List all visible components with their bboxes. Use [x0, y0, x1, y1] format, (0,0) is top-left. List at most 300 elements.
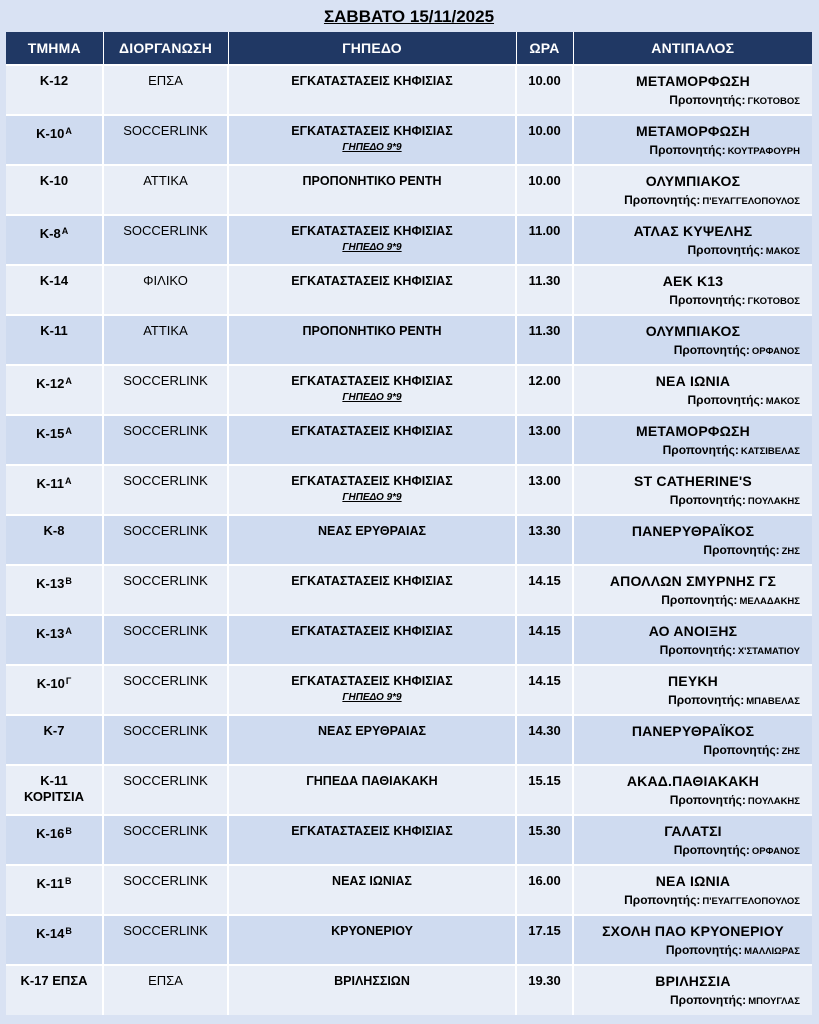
organization: SOCCERLINK	[123, 373, 208, 388]
match-time: 16.00	[528, 873, 561, 888]
venue-cell	[228, 665, 516, 715]
organization: SOCCERLINK	[123, 623, 208, 638]
match-time: 15.30	[528, 823, 561, 838]
organization: SOCCERLINK	[123, 123, 208, 138]
team-cell	[6, 665, 103, 715]
opponent: ΠΑΝΕΡΥΘΡΑΪΚΟΣ	[631, 723, 755, 739]
organization: SOCCERLINK	[123, 773, 208, 788]
table-row	[6, 65, 812, 115]
team-cell	[6, 915, 103, 965]
team-group: Β	[65, 576, 72, 586]
team-cell	[6, 715, 103, 765]
coach-line	[576, 742, 810, 760]
table-row	[6, 815, 812, 865]
organization: ΕΠΣΑ	[148, 73, 183, 88]
time-cell	[516, 465, 573, 515]
opponent: ΟΛΥΜΠΙΑΚΟΣ	[645, 173, 741, 189]
team-name: Κ-13	[36, 576, 65, 591]
team-label	[8, 323, 100, 339]
coach-label: Προπονητής:	[662, 443, 739, 457]
coach-label: Προπονητής:	[669, 793, 746, 807]
organization-cell	[103, 815, 228, 865]
venue-cell	[228, 165, 516, 215]
table-row	[6, 765, 812, 815]
match-time: 13.30	[528, 523, 561, 538]
coach-line	[576, 892, 810, 910]
time-cell	[516, 665, 573, 715]
team-cell	[6, 865, 103, 915]
team-cell	[6, 415, 103, 465]
team-cell	[6, 615, 103, 665]
header-organization: ΔΙΟΡΓΑΝΩΣΗ	[103, 32, 228, 65]
venue-field-note: ΓΗΠΕΔΟ 9*9	[342, 492, 402, 503]
venue: ΓΗΠΕΔΑ ΠΑΘΙΑΚΑΚΗ	[306, 774, 438, 788]
match-time: 15.15	[528, 773, 561, 788]
time-cell	[516, 615, 573, 665]
venue-cell	[228, 515, 516, 565]
team-label	[8, 573, 100, 592]
venue: ΝΕΑΣ ΙΩΝΙΑΣ	[332, 874, 412, 888]
team-label	[8, 473, 100, 492]
team-label	[8, 423, 100, 442]
time-cell	[516, 915, 573, 965]
coach-label: Προπονητής:	[661, 593, 738, 607]
venue-cell	[228, 965, 516, 1015]
organization: SOCCERLINK	[123, 823, 208, 838]
page-title: ΣΑΒΒΑΤΟ 15/11/2025	[323, 7, 495, 26]
venue-cell	[228, 265, 516, 315]
organization-cell	[103, 65, 228, 115]
coach-name: ΜΑΚΟΣ	[765, 396, 800, 407]
time-cell	[516, 65, 573, 115]
venue-field-note: ΓΗΠΕΔΟ 9*9	[342, 142, 402, 153]
team-label	[8, 73, 100, 89]
coach-label: Προπονητής:	[668, 693, 745, 707]
venue: ΠΡΟΠΟΝΗΤΙΚΟ ΡΕΝΤΗ	[302, 324, 442, 338]
table-row	[6, 365, 812, 415]
venue: ΕΓΚΑΤΑΣΤΑΣΕΙΣ ΚΗΦΙΣΙΑΣ	[291, 124, 453, 138]
coach-name: Π'ΕΥΑΓΓΕΛΟΠΟΥΛΟΣ	[702, 196, 800, 207]
organization-cell	[103, 965, 228, 1015]
team-name: Κ-10	[36, 676, 65, 691]
opponent: ΝΕΑ ΙΩΝΙΑ	[655, 373, 731, 389]
team-cell	[6, 965, 103, 1015]
team-name: Κ-14	[36, 926, 65, 941]
opponent-cell	[573, 165, 812, 215]
opponent-cell	[573, 715, 812, 765]
opponent: ΜΕΤΑΜΟΡΦΩΣΗ	[636, 73, 750, 89]
match-time: 13.00	[528, 423, 561, 438]
organization: SOCCERLINK	[123, 723, 208, 738]
venue-cell	[228, 215, 516, 265]
team-name: Κ-13	[36, 626, 65, 641]
opponent: ST CATHERINE'S	[634, 473, 752, 489]
time-cell	[516, 215, 573, 265]
organization-cell	[103, 415, 228, 465]
opponent-cell	[573, 765, 812, 815]
organization: ΦΙΛΙΚΟ	[143, 273, 188, 288]
coach-line	[576, 92, 810, 110]
opponent: ΝΕΑ ΙΩΝΙΑ	[655, 873, 731, 889]
team-label	[8, 823, 100, 842]
coach-name: ΜΠΟΥΓΛΑΣ	[748, 996, 800, 1007]
venue-cell	[228, 365, 516, 415]
coach-name: ΟΡΦΑΝΟΣ	[751, 346, 800, 357]
time-cell	[516, 815, 573, 865]
match-time: 13.00	[528, 473, 561, 488]
team-cell	[6, 465, 103, 515]
organization-cell	[103, 465, 228, 515]
venue: ΕΓΚΑΤΑΣΤΑΣΕΙΣ ΚΗΦΙΣΙΑΣ	[291, 824, 453, 838]
coach-line	[576, 792, 810, 810]
team-name: Κ-11	[40, 323, 68, 338]
coach-name: ΓΚΟΤΟΒΟΣ	[747, 296, 800, 307]
venue: ΚΡΥΟΝΕΡΙΟΥ	[331, 924, 413, 938]
team-group: Β	[65, 926, 72, 936]
organization: SOCCERLINK	[123, 673, 208, 688]
organization-cell	[103, 115, 228, 165]
table-row	[6, 865, 812, 915]
opponent: ΑΠΟΛΛΩΝ ΣΜΥΡΝΗΣ ΓΣ	[609, 573, 777, 589]
team-cell	[6, 365, 103, 415]
coach-name: ΚΟΥΤΡΑΦΟΥΡΗ	[727, 146, 800, 157]
coach-name: ΜΑΚΟΣ	[765, 246, 800, 257]
organization-cell	[103, 865, 228, 915]
opponent-cell	[573, 215, 812, 265]
team-label	[8, 923, 100, 942]
opponent: ΑΕΚ Κ13	[662, 273, 724, 289]
opponent-cell	[573, 815, 812, 865]
team-name: Κ-17 ΕΠΣΑ	[20, 973, 88, 988]
coach-label: Προπονητής:	[673, 343, 750, 357]
match-time: 11.00	[528, 223, 561, 238]
team-name: Κ-11	[36, 876, 64, 891]
venue-cell	[228, 865, 516, 915]
coach-name: ΠΟΥΛΑΚΗΣ	[747, 796, 800, 807]
venue: ΕΓΚΑΤΑΣΤΑΣΕΙΣ ΚΗΦΙΣΙΑΣ	[291, 424, 453, 438]
coach-label: Προπονητής:	[624, 893, 701, 907]
coach-line	[576, 342, 810, 360]
organization-cell	[103, 715, 228, 765]
time-cell	[516, 315, 573, 365]
coach-line	[576, 542, 810, 560]
match-time: 14.15	[528, 673, 561, 688]
organization-cell	[103, 915, 228, 965]
organization: SOCCERLINK	[123, 223, 208, 238]
table-row	[6, 915, 812, 965]
time-cell	[516, 865, 573, 915]
venue-field-note: ΓΗΠΕΔΟ 9*9	[342, 692, 402, 703]
opponent-cell	[573, 415, 812, 465]
team-label	[8, 673, 100, 692]
coach-name: Χ'ΣΤΑΜΑΤΙΟΥ	[737, 646, 800, 657]
match-time: 14.30	[528, 723, 561, 738]
team-name: Κ-11	[40, 773, 68, 788]
venue-cell	[228, 465, 516, 515]
team-name: Κ-7	[43, 723, 65, 738]
match-time: 14.15	[528, 573, 561, 588]
coach-line	[576, 842, 810, 860]
match-time: 10.00	[528, 173, 561, 188]
opponent-cell	[573, 865, 812, 915]
opponent: ΜΕΤΑΜΟΡΦΩΣΗ	[636, 123, 750, 139]
organization: SOCCERLINK	[123, 923, 208, 938]
coach-label: Προπονητής:	[669, 493, 746, 507]
team-cell	[6, 315, 103, 365]
match-time: 11.30	[528, 323, 561, 338]
opponent: ΒΡΙΛΗΣΣΙΑ	[655, 973, 731, 989]
team-name: Κ-16	[36, 826, 65, 841]
team-cell	[6, 515, 103, 565]
table-row	[6, 515, 812, 565]
match-time: 10.00	[528, 123, 561, 138]
organization: SOCCERLINK	[123, 473, 208, 488]
team-name: Κ-11	[36, 476, 64, 491]
coach-label: Προπονητής:	[669, 293, 746, 307]
table-row	[6, 165, 812, 215]
opponent: ΑΟ ΑΝΟΙΞΗΣ	[648, 623, 738, 639]
table-row	[6, 265, 812, 315]
team-label	[8, 173, 100, 189]
header-time: ΩΡΑ	[516, 32, 573, 65]
team-label	[8, 873, 100, 892]
team-group: Α	[64, 476, 72, 486]
opponent-cell	[573, 265, 812, 315]
time-cell	[516, 765, 573, 815]
time-cell	[516, 415, 573, 465]
venue-cell	[228, 815, 516, 865]
venue-cell	[228, 565, 516, 615]
schedule-body	[6, 65, 812, 1015]
opponent-cell	[573, 65, 812, 115]
opponent-cell	[573, 115, 812, 165]
coach-label: Προπονητής:	[687, 393, 764, 407]
venue-cell	[228, 765, 516, 815]
opponent: ΠΕΥΚΗ	[667, 673, 718, 689]
organization-cell	[103, 315, 228, 365]
venue-field-note: ΓΗΠΕΔΟ 9*9	[342, 392, 402, 403]
opponent: ΑΤΛΑΣ ΚΥΨΕΛΗΣ	[633, 223, 753, 239]
opponent-cell	[573, 565, 812, 615]
venue: ΕΓΚΑΤΑΣΤΑΣΕΙΣ ΚΗΦΙΣΙΑΣ	[291, 74, 453, 88]
header-row	[6, 32, 812, 65]
opponent-cell	[573, 365, 812, 415]
coach-line	[576, 292, 810, 310]
team-name: Κ-12	[39, 73, 69, 88]
time-cell	[516, 715, 573, 765]
coach-line	[576, 142, 810, 160]
time-cell	[516, 365, 573, 415]
coach-name: ΜΠΑΒΕΛΑΣ	[746, 696, 800, 707]
organization-cell	[103, 665, 228, 715]
team-label	[8, 773, 100, 789]
match-time: 11.30	[528, 273, 561, 288]
organization: SOCCERLINK	[123, 423, 208, 438]
match-time: 14.15	[528, 623, 561, 638]
table-row	[6, 115, 812, 165]
table-row	[6, 465, 812, 515]
opponent: ΑΚΑΔ.ΠΑΘΙΑΚΑΚΗ	[626, 773, 760, 789]
opponent: ΜΕΤΑΜΟΡΦΩΣΗ	[636, 423, 750, 439]
coach-name: ΜΑΛΛΙΩΡΑΣ	[744, 946, 800, 957]
venue-cell	[228, 615, 516, 665]
team-group: Β	[65, 826, 72, 836]
coach-line	[576, 442, 810, 460]
coach-label: Προπονητής:	[659, 643, 736, 657]
organization-cell	[103, 265, 228, 315]
organization: ΑΤΤΙΚΑ	[143, 173, 188, 188]
venue-cell	[228, 315, 516, 365]
team-group: Α	[65, 376, 72, 386]
venue: ΕΓΚΑΤΑΣΤΑΣΕΙΣ ΚΗΦΙΣΙΑΣ	[291, 224, 453, 238]
table-row	[6, 415, 812, 465]
team-group: Α	[61, 226, 69, 236]
time-cell	[516, 965, 573, 1015]
match-time: 10.00	[528, 73, 561, 88]
venue: ΕΓΚΑΤΑΣΤΑΣΕΙΣ ΚΗΦΙΣΙΑΣ	[291, 574, 453, 588]
time-cell	[516, 165, 573, 215]
time-cell	[516, 115, 573, 165]
table-row	[6, 715, 812, 765]
team-label	[8, 973, 100, 989]
table-row	[6, 315, 812, 365]
team-cell	[6, 265, 103, 315]
team-label	[8, 273, 100, 289]
organization-cell	[103, 165, 228, 215]
match-time: 12.00	[528, 373, 561, 388]
team-name: Κ-8	[39, 226, 61, 241]
venue: ΕΓΚΑΤΑΣΤΑΣΕΙΣ ΚΗΦΙΣΙΑΣ	[291, 624, 453, 638]
organization-cell	[103, 515, 228, 565]
organization-cell	[103, 765, 228, 815]
organization: ΕΠΣΑ	[148, 973, 183, 988]
match-time: 19.30	[528, 973, 561, 988]
opponent: ΣΧΟΛΗ ΠΑΟ ΚΡΥΟΝΕΡΙΟΥ	[602, 923, 784, 939]
team-group: Β	[64, 876, 72, 886]
opponent: ΠΑΝΕΡΥΘΡΑΪΚΟΣ	[631, 523, 755, 539]
team-group: Α	[65, 126, 72, 136]
venue-cell	[228, 715, 516, 765]
coach-name: ΓΚΟΤΟΒΟΣ	[747, 96, 800, 107]
coach-name: ΚΑΤΣΙΒΕΛΑΣ	[740, 446, 800, 457]
coach-label: Προπονητής:	[703, 743, 780, 757]
organization-cell	[103, 615, 228, 665]
team-cell	[6, 815, 103, 865]
table-row	[6, 565, 812, 615]
venue: ΠΡΟΠΟΝΗΤΙΚΟ ΡΕΝΤΗ	[302, 174, 442, 188]
organization: SOCCERLINK	[123, 573, 208, 588]
organization: SOCCERLINK	[123, 523, 208, 538]
venue: ΕΓΚΑΤΑΣΤΑΣΕΙΣ ΚΗΦΙΣΙΑΣ	[291, 274, 453, 288]
team-name: Κ-8	[43, 523, 65, 538]
team-name: Κ-15	[36, 426, 65, 441]
team-label	[8, 623, 100, 642]
team-cell	[6, 115, 103, 165]
coach-name: Π'ΕΥΑΓΓΕΛΟΠΟΥΛΟΣ	[702, 896, 800, 907]
organization: ΑΤΤΙΚΑ	[143, 323, 188, 338]
coach-label: Προπονητής:	[703, 543, 780, 557]
coach-line	[576, 242, 810, 260]
team-label	[8, 373, 100, 392]
venue-field-note: ΓΗΠΕΔΟ 9*9	[342, 242, 402, 253]
header-venue: ΓΗΠΕΔΟ	[228, 32, 516, 65]
coach-name: ΟΡΦΑΝΟΣ	[751, 846, 800, 857]
venue-cell	[228, 115, 516, 165]
coach-name: ΜΕΛΑΔΑΚΗΣ	[739, 596, 800, 607]
team-group: Γ	[65, 676, 72, 686]
header-opponent: ΑΝΤΙΠΑΛΟΣ	[573, 32, 812, 65]
opponent-cell	[573, 665, 812, 715]
coach-line	[576, 492, 810, 510]
organization-cell	[103, 565, 228, 615]
coach-label: Προπονητής:	[649, 143, 726, 157]
coach-label: Προπονητής:	[669, 93, 746, 107]
opponent-cell	[573, 465, 812, 515]
venue: ΝΕΑΣ ΕΡΥΘΡΑΙΑΣ	[317, 724, 427, 738]
table-row	[6, 215, 812, 265]
coach-line	[576, 642, 810, 660]
team-group: Α	[65, 626, 72, 636]
venue-cell	[228, 415, 516, 465]
header-team: ΤΜΗΜΑ	[6, 32, 103, 65]
team-cell	[6, 215, 103, 265]
organization-cell	[103, 215, 228, 265]
team-cell	[6, 565, 103, 615]
schedule-table	[6, 32, 812, 1015]
team-group: Α	[65, 426, 72, 436]
coach-name: ΖΗΣ	[781, 546, 800, 557]
team-label	[8, 223, 100, 242]
opponent-cell	[573, 915, 812, 965]
coach-label: Προπονητής:	[624, 193, 701, 207]
organization-cell	[103, 365, 228, 415]
table-row	[6, 965, 812, 1015]
venue: ΕΓΚΑΤΑΣΤΑΣΕΙΣ ΚΗΦΙΣΙΑΣ	[291, 474, 453, 488]
venue-cell	[228, 915, 516, 965]
team-subtitle: ΚΟΡΙΤΣΙΑ	[24, 789, 84, 804]
team-cell	[6, 165, 103, 215]
coach-label: Προπονητής:	[669, 993, 747, 1007]
time-cell	[516, 515, 573, 565]
coach-line	[576, 592, 810, 610]
team-cell	[6, 65, 103, 115]
team-name: Κ-14	[39, 273, 69, 288]
table-row	[6, 615, 812, 665]
venue: ΝΕΑΣ ΕΡΥΘΡΑΙΑΣ	[317, 524, 427, 538]
opponent-cell	[573, 615, 812, 665]
team-name: Κ-10	[36, 126, 65, 141]
opponent: ΟΛΥΜΠΙΑΚΟΣ	[645, 323, 741, 339]
match-time: 17.15	[528, 923, 561, 938]
coach-line	[576, 992, 810, 1010]
team-label	[8, 723, 100, 739]
venue: ΒΡΙΛΗΣΣΙΩΝ	[334, 974, 410, 988]
coach-label: Προπονητής:	[687, 243, 764, 257]
time-cell	[516, 565, 573, 615]
coach-line	[576, 192, 810, 210]
opponent-cell	[573, 965, 812, 1015]
coach-line	[576, 942, 810, 960]
venue-cell	[228, 65, 516, 115]
venue: ΕΓΚΑΤΑΣΤΑΣΕΙΣ ΚΗΦΙΣΙΑΣ	[291, 374, 453, 388]
organization: SOCCERLINK	[123, 873, 208, 888]
opponent-cell	[573, 315, 812, 365]
coach-line	[576, 692, 810, 710]
coach-name: ΠΟΥΛΑΚΗΣ	[747, 496, 800, 507]
coach-label: Προπονητής:	[665, 943, 743, 957]
team-cell	[6, 765, 103, 815]
table-row	[6, 665, 812, 715]
